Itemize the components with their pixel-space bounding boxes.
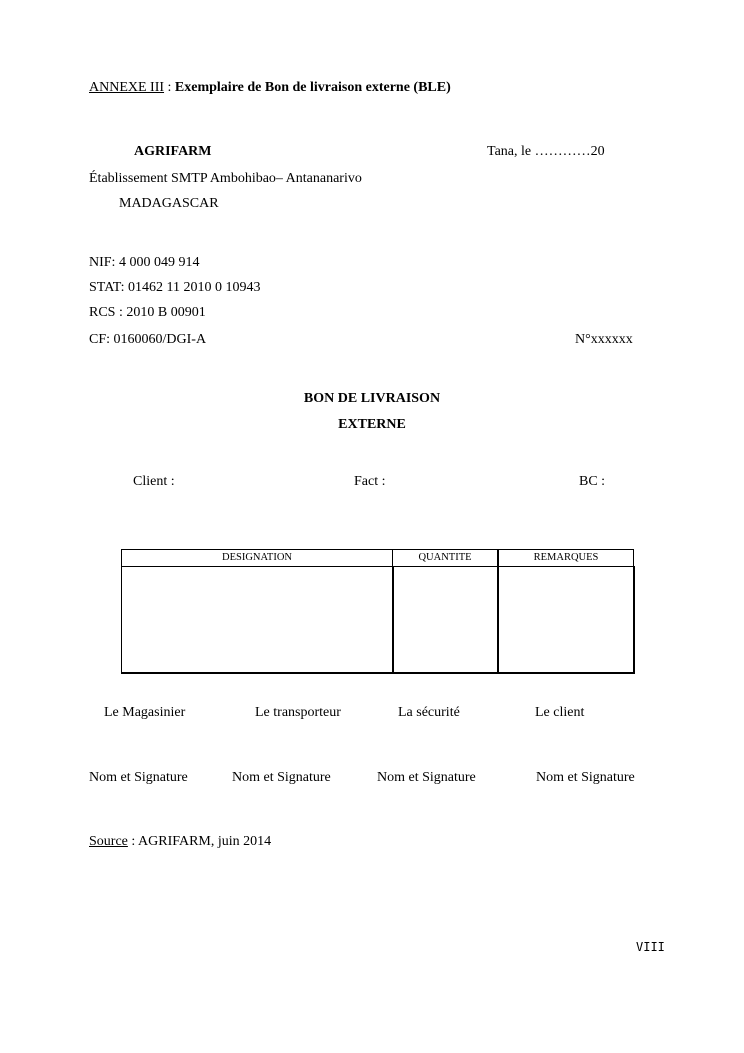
signature-label-client: Nom et Signature	[536, 770, 635, 785]
client-field-label: Client :	[133, 474, 175, 489]
bc-field-label: BC :	[579, 474, 606, 489]
company-nif: NIF: 4 000 049 914	[89, 255, 200, 270]
page-number: VIII	[636, 940, 665, 954]
signature-label-securite: Nom et Signature	[377, 770, 476, 785]
annex-title: Exemplaire de Bon de livraison externe (BLE)	[174, 80, 451, 95]
source-line	[89, 835, 271, 849]
remarques-cell	[498, 567, 634, 674]
quantite-header: QUANTITE	[393, 550, 499, 567]
date-line: Tana, le …………20	[487, 144, 605, 159]
source-label: Source	[89, 834, 128, 849]
role-magasinier: Le Magasinier	[104, 705, 186, 720]
company-name: AGRIFARM	[134, 144, 212, 159]
document-title-line2: EXTERNE	[338, 417, 406, 432]
annex-label: ANNEXE III	[89, 80, 165, 95]
company-stat: STAT: 01462 11 2010 0 10943	[89, 280, 261, 295]
company-cf: CF: 0160060/DGI-A	[89, 332, 207, 347]
document-title-line1: BON DE LIVRAISON	[303, 391, 441, 406]
fact-field-label: Fact :	[354, 474, 386, 489]
annex-heading	[89, 81, 451, 95]
company-rcs: RCS : 2010 B 00901	[89, 305, 206, 320]
designation-cell	[122, 567, 393, 674]
company-country: MADAGASCAR	[119, 196, 219, 211]
role-client: Le client	[535, 705, 585, 720]
source-text: : AGRIFARM, juin 2014	[127, 834, 272, 849]
role-transporteur: Le transporteur	[255, 705, 341, 720]
annex-separator: :	[164, 80, 175, 95]
signature-label-magasinier: Nom et Signature	[89, 770, 188, 785]
quantite-cell	[393, 567, 499, 674]
role-securite: La sécurité	[398, 705, 460, 720]
designation-header: DESIGNATION	[122, 550, 393, 567]
remarques-header: REMARQUES	[498, 550, 634, 567]
company-establishment: Établissement SMTP Ambohibao– Antananarivo	[89, 171, 362, 186]
items-table	[121, 549, 635, 674]
document-number: N°xxxxxx	[575, 332, 633, 347]
signature-label-transporteur: Nom et Signature	[232, 770, 331, 785]
items-table-body-row	[122, 567, 634, 674]
items-table-header-row	[122, 550, 634, 567]
